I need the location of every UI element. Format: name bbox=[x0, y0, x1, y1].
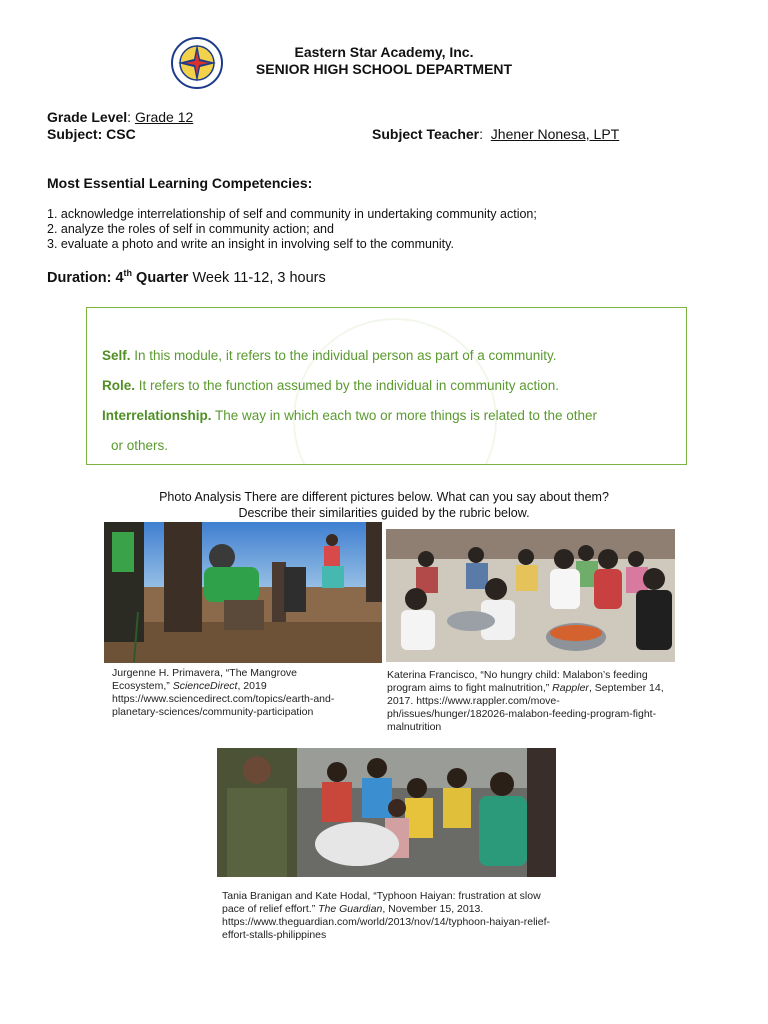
definition-text: In this module, it refers to the individual person as part of a community. bbox=[130, 348, 557, 363]
competency-item: 2. analyze the roles of self in community action; and bbox=[47, 222, 334, 236]
duration-label: Duration: 4 bbox=[47, 269, 124, 286]
school-name: Eastern Star Academy, Inc. bbox=[294, 44, 474, 60]
definition-term: Self. bbox=[102, 348, 131, 363]
teacher-label: Subject Teacher bbox=[372, 126, 480, 142]
typhoon-relief-image bbox=[217, 748, 556, 877]
photo-caption bbox=[222, 890, 552, 942]
competency-item: 1. acknowledge interrelationship of self and community in undertaking community action; bbox=[47, 207, 537, 221]
caption-details: , September 14, 2017. https://www.rappler.com/move-ph/issues/hunger/182026-malabon-feeding-program-fight-malnutrition bbox=[387, 682, 664, 733]
definitions-box bbox=[86, 307, 687, 465]
photo-analysis-instruction: Photo Analysis There are different pictures below. What can you say about them? bbox=[159, 490, 609, 504]
caption-details: , 2019 https://www.sciencedirect.com/topics/earth-and-planetary-sciences/community-participation bbox=[112, 680, 335, 718]
subject-teacher: Subject Teacher: Jhener Nonesa, LPT bbox=[372, 126, 620, 142]
caption-author: Jurgenne H. Primavera, “The Mangrove Ecosystem,” bbox=[112, 667, 297, 692]
definition-continuation bbox=[111, 438, 168, 453]
definition-term: Role. bbox=[102, 378, 136, 393]
competencies-heading: Most Essential Learning Competencies: bbox=[47, 175, 313, 191]
department-name: SENIOR HIGH SCHOOL DEPARTMENT bbox=[255, 61, 513, 77]
definition-text: The way in which each two or more things is related to the other bbox=[211, 408, 597, 423]
definition-text: It refers to the function assumed by the individual in community action. bbox=[135, 378, 559, 393]
mangrove-planting-image bbox=[104, 522, 382, 663]
duration-quarter: Quarter bbox=[132, 269, 189, 286]
duration bbox=[47, 268, 326, 286]
photo-typhoon-relief bbox=[217, 748, 556, 877]
caption-author: Tania Branigan and Kate Hodal, “Typhoon Haiyan: frustration at slow pace of relief effort.” bbox=[222, 890, 541, 915]
duration-value: Week 11-12, 3 hours bbox=[188, 269, 326, 286]
definition-self bbox=[102, 348, 556, 363]
duration-sup: th bbox=[123, 268, 133, 278]
grade-level: Grade Level: Grade 12 bbox=[47, 109, 194, 125]
grade-label: Grade Level bbox=[47, 109, 128, 125]
caption-source: The Guardian bbox=[318, 903, 383, 915]
photo-analysis-instruction: Describe their similarities guided by the rubric below. bbox=[238, 506, 530, 520]
photo-caption bbox=[112, 667, 348, 719]
photo-caption bbox=[387, 669, 671, 734]
caption-details: , November 15, 2013. https://www.theguardian.com/world/2013/nov/14/typhoon-haiyan-relief-effort-stalls-philippines bbox=[222, 903, 551, 941]
definition-role bbox=[102, 378, 559, 393]
competency-item: 3. evaluate a photo and write an insight in involving self to the community. bbox=[47, 237, 454, 251]
definition-text: or others. bbox=[111, 438, 169, 453]
feeding-program-image bbox=[386, 529, 675, 662]
definition-interrelationship bbox=[102, 408, 597, 423]
subject: Subject: CSC bbox=[47, 126, 136, 142]
caption-source: ScienceDirect bbox=[172, 680, 238, 692]
photo-mangrove-planting bbox=[104, 522, 382, 663]
grade-value: Grade 12 bbox=[134, 109, 194, 125]
caption-source: Rappler bbox=[552, 682, 589, 694]
definition-term: Interrelationship. bbox=[102, 408, 212, 423]
caption-author: Katerina Francisco, “No hungry child: Malabon’s feeding program aims to fight malnutrition,” bbox=[387, 669, 648, 694]
teacher-value: Jhener Nonesa, LPT bbox=[490, 126, 620, 142]
photo-feeding-program bbox=[386, 529, 675, 662]
